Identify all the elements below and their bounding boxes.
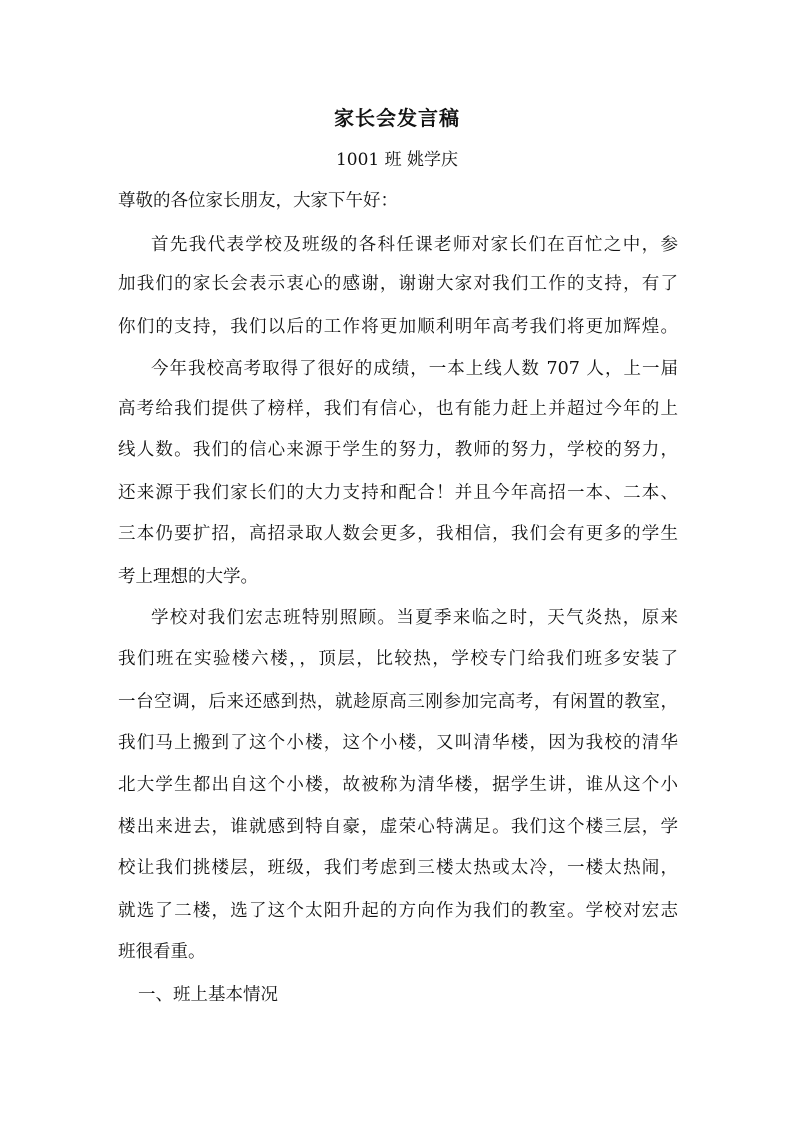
paragraph2-line-5: 三本仍要扩招，高招录取人数会更多，我相信，我们会有更多的学生 (118, 524, 678, 544)
document-title: 家长会发言稿 (334, 106, 460, 130)
paragraph2-line-4: 还来源于我们家长们的大力支持和配合！并且今年高招一本、二本、 (118, 483, 678, 503)
paragraph2-line-1: 今年我校高考取得了很好的成绩，一本上线人数 707 人，上一届 (151, 359, 678, 379)
paragraph3-line-9: 班很看重。 (118, 942, 206, 962)
document-byline: 1001 班 姚学庆 (335, 150, 459, 170)
paragraph3-line-1: 学校对我们宏志班特别照顾。当夏季来临之时，天气炎热，原来 (151, 608, 678, 628)
paragraph1-line-2: 加我们的家长会表示衷心的感谢，谢谢大家对我们工作的支持，有了 (118, 274, 678, 294)
paragraph2-line-3: 线人数。我们的信心来源于学生的努力，教师的努力，学校的努力， (118, 440, 678, 460)
greeting-line: 尊敬的各位家长朋友，大家下午好： (118, 191, 398, 211)
section-heading-1: 一、班上基本情况 (138, 985, 278, 1005)
paragraph3-line-8: 就选了二楼，选了这个太阳升起的方向作为我们的教室。学校对宏志 (118, 901, 678, 921)
paragraph1-line-1: 首先我代表学校及班级的各科任课老师对家长们在百忙之中，参 (151, 235, 678, 255)
paragraph3-line-6: 楼出来进去，谁就感到特自豪，虚荣心特满足。我们这个楼三层，学 (118, 817, 678, 837)
paragraph3-line-5: 北大学生都出自这个小楼，故被称为清华楼，据学生讲，谁从这个小 (118, 775, 678, 795)
paragraph1-line-3: 你们的支持，我们以后的工作将更加顺利明年高考我们将更加辉煌。 (118, 317, 678, 337)
paragraph3-line-2: 我们班在实验楼六楼，，顶层，比较热，学校专门给我们班多安装了 (118, 649, 678, 669)
paragraph2-line-2: 高考给我们提供了榜样，我们有信心，也有能力赶上并超过今年的上 (118, 399, 678, 419)
paragraph2-line-6: 考上理想的大学。 (118, 567, 258, 587)
paragraph3-line-7: 校让我们挑楼层，班级，我们考虑到三楼太热或太冷，一楼太热闹， (118, 858, 678, 878)
paragraph3-line-4: 我们马上搬到了这个小楼，这个小楼，又叫清华楼，因为我校的清华 (118, 733, 678, 753)
paragraph3-line-3: 一台空调，后来还感到热，就趁原高三刚参加完高考，有闲置的教室， (118, 692, 678, 712)
